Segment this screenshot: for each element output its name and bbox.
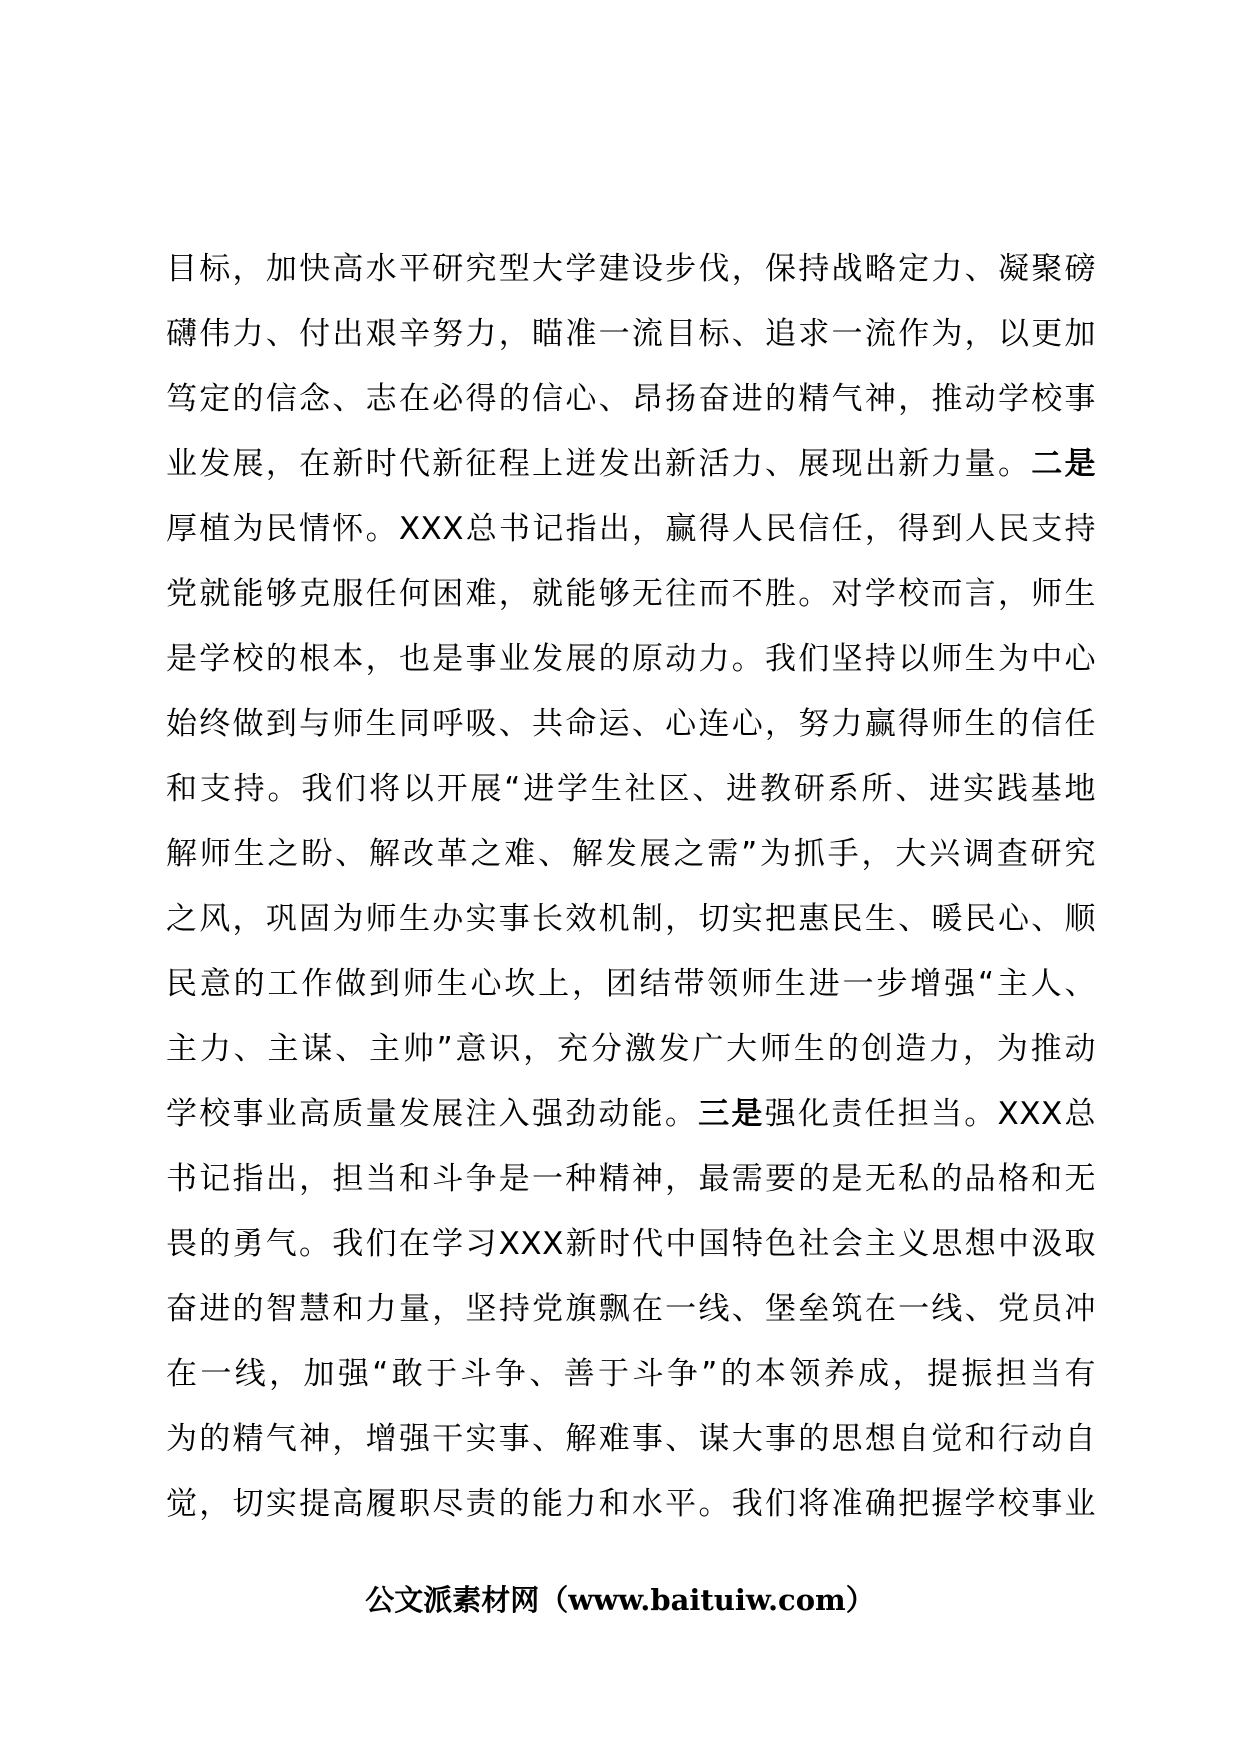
text-line — [166, 497, 1096, 562]
text-run: 书记指出，担当和斗争是一种精神，最需要的是无私的品格和无 — [166, 1161, 1096, 1197]
text-line — [166, 237, 1096, 302]
text-line — [166, 367, 1096, 432]
document-body — [166, 237, 1096, 1537]
text-line — [166, 1277, 1096, 1342]
text-run: 礴伟力、付出艰辛努力，瞄准一流目标、追求一流作为，以更加 — [166, 316, 1096, 352]
text-line — [166, 562, 1096, 627]
page-footer-watermark: 公文派素材网（www.baituiw.com） — [365, 1583, 875, 1617]
text-run: 始终做到与师生同呼吸、共命运、心连心，努力赢得师生的信任 — [166, 706, 1096, 742]
text-run: 学校事业高质量发展注入强劲动能。 — [166, 1096, 699, 1132]
text-line — [166, 1472, 1096, 1537]
bold-text-run: 二是 — [1031, 446, 1097, 482]
text-line — [166, 302, 1096, 367]
text-run: 党就能够克服任何困难，就能够无往而不胜。对学校而言，师生 — [166, 576, 1096, 612]
text-line — [166, 757, 1096, 822]
text-line — [166, 822, 1096, 887]
text-line — [166, 1082, 1096, 1147]
text-line — [166, 692, 1096, 757]
text-line — [166, 1407, 1096, 1472]
text-line — [166, 887, 1096, 952]
text-line — [166, 952, 1096, 1017]
text-run: 觉，切实提高履职尽责的能力和水平。我们将准确把握学校事业 — [166, 1486, 1096, 1522]
text-run: 主力、主谋、主帅”意识，充分激发广大师生的创造力，为推动 — [166, 1031, 1096, 1067]
text-run: 为的精气神，增强干实事、解难事、谋大事的思想自觉和行动自 — [166, 1421, 1096, 1457]
text-run: 畏的勇气。我们在学习XXX新时代中国特色社会主义思想中汲取 — [166, 1226, 1096, 1262]
text-line — [166, 432, 1096, 497]
text-line — [166, 1017, 1096, 1082]
bold-text-run: 三是 — [698, 1096, 765, 1132]
text-run: 在一线，加强“敢于斗争、善于斗争”的本领养成，提振担当有 — [166, 1356, 1096, 1392]
text-run: 之风，巩固为师生办实事长效机制，切实把惠民生、暖民心、顺 — [166, 901, 1096, 937]
text-line — [166, 1212, 1096, 1277]
text-run: 和支持。我们将以开展“进学生社区、进教研系所、进实践基地 — [166, 771, 1096, 807]
text-run: 业发展，在新时代新征程上迸发出新活力、展现出新力量。 — [166, 446, 1032, 482]
text-line — [166, 1342, 1096, 1407]
text-run: 是学校的根本，也是事业发展的原动力。我们坚持以师生为中心 — [166, 641, 1096, 677]
text-run: 民意的工作做到师生心坎上，团结带领师生进一步增强“主人、 — [166, 966, 1096, 1002]
text-line — [166, 627, 1096, 692]
text-line — [166, 1147, 1096, 1212]
text-run: 目标，加快高水平研究型大学建设步伐，保持战略定力、凝聚磅 — [166, 251, 1096, 287]
text-run: 笃定的信念、志在必得的信心、昂扬奋进的精气神，推动学校事 — [166, 381, 1096, 417]
text-run: 厚植为民情怀。XXX总书记指出，赢得人民信任，得到人民支持 — [166, 511, 1096, 547]
text-run: 奋进的智慧和力量，坚持党旗飘在一线、堡垒筑在一线、党员冲 — [166, 1291, 1096, 1327]
text-run: 强化责任担当。XXX总 — [764, 1096, 1096, 1132]
text-run: 解师生之盼、解改革之难、解发展之需”为抓手，大兴调查研究 — [166, 836, 1096, 872]
